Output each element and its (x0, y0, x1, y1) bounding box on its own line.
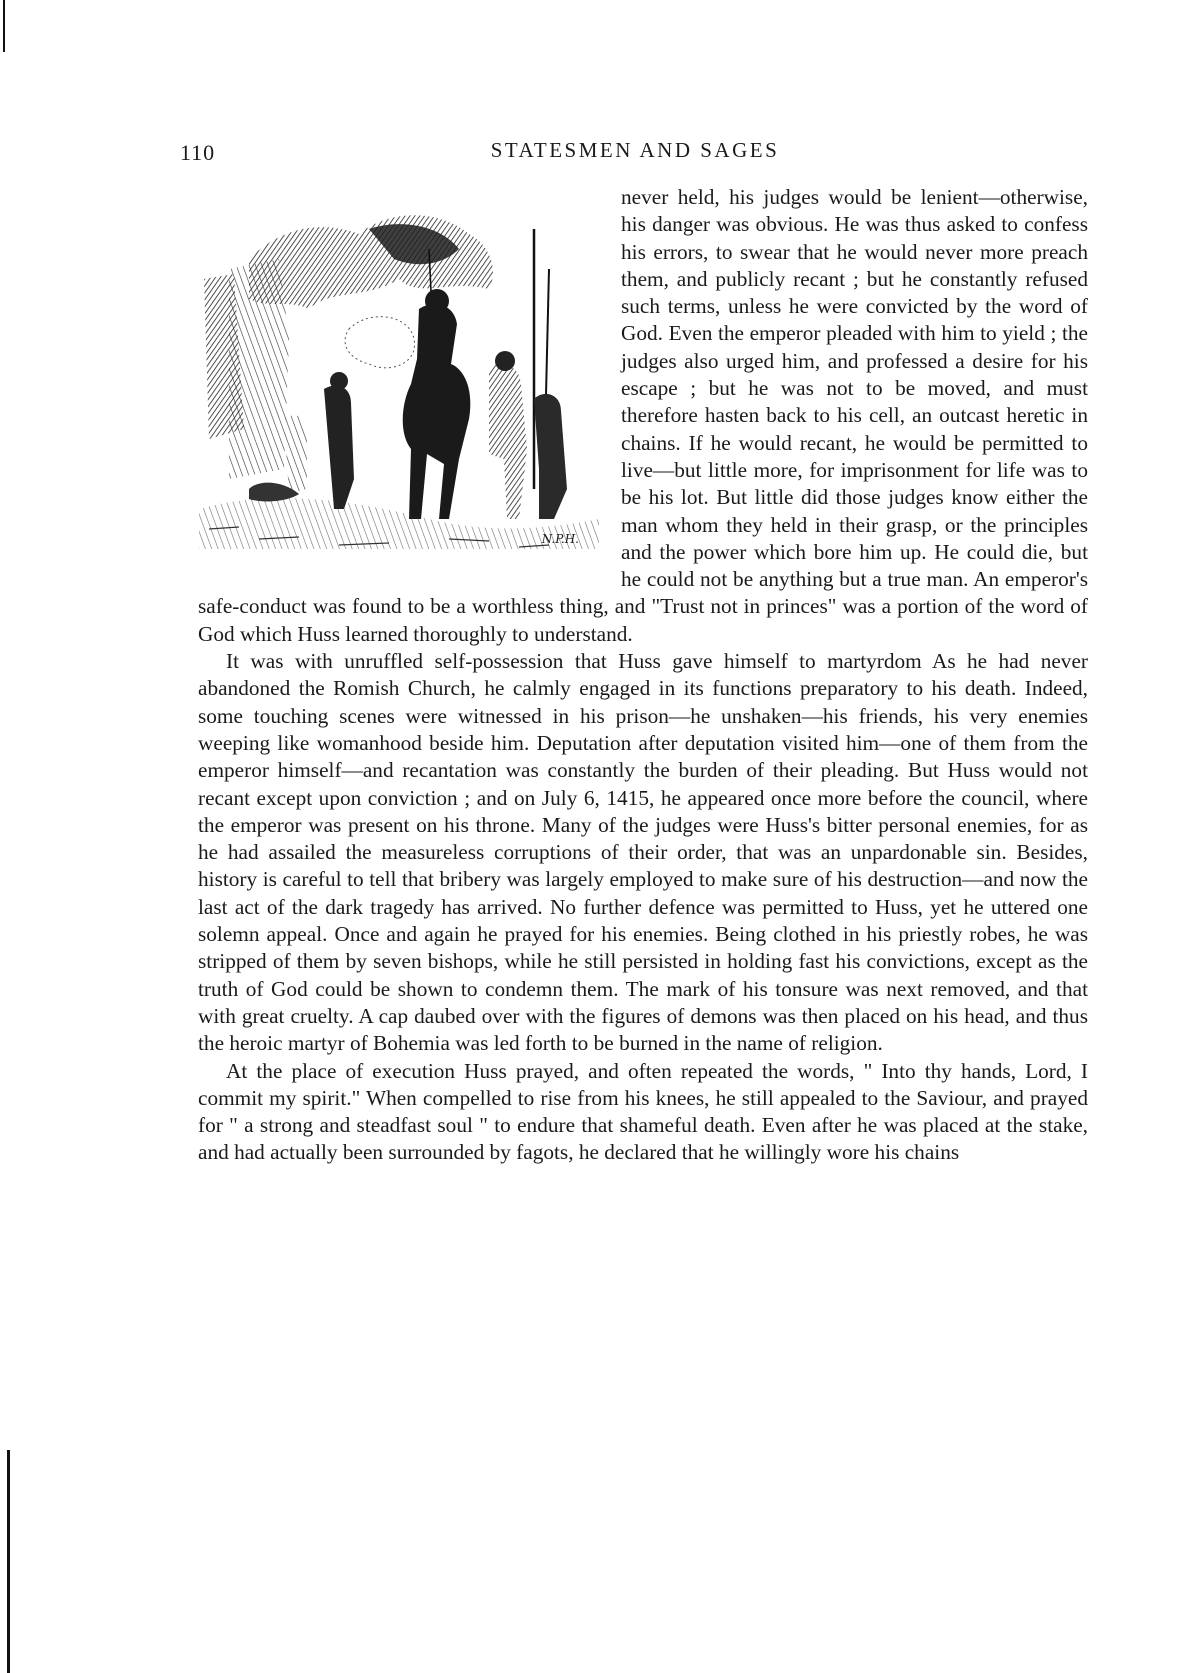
paragraph: It was with unruffled self-possession that Huss gave himself to martyrdom As he had never abandoned the Romish Church, he calmly engaged in its functions preparatory to his death. Indeed, some touching scenes were witnessed in his prison—he unshaken—his friends, his very enemies weeping like womanhood beside him. Deputation after deputation visited him—one of them from the emperor himself—and recantation was constantly the burden of their pleading. But Huss would not recant except upon conviction ; and on July 6, 1415, he appeared once more before the council, where the emperor was present on his throne. Many of the judges were Huss's bitter personal enemies, for as he had assailed the measureless corruptions of their order, that was an unpardonable sin. Besides, history is careful to tell that bribery was largely employed to make sure of his destruction—and now the last act of the dark tragedy has arrived. No further defence was permitted to Huss, yet he uttered one solemn appeal. Once and again he prayed for his enemies. Being clothed in his priestly robes, he was stripped of them by seven bishops, while he still persisted in holding fast his convictions, except as the truth of God could be shown to condemn them. The mark of his tonsure was next removed, and that with great cruelty. A cap daubed over with the figures of demons was then placed on his head, and thus the heroic martyr of Bohemia was led forth to be burned in the name of religion. (198, 649, 1088, 1056)
paragraph-text: never held, his judges would be lenient—otherwise, his danger was obvious. He was thus asked to confess his errors, to swear that he would never more preach them, and publicly recant ; but he constantly refused such terms, unless he were convicted by the word of God. Even the emperor pleaded with him to yield ; the judges also urged him, and professed a desire for his escape ; but he was not to be moved, and must therefore hasten back to his cell, an outcast heretic in chains. If he would recant, he would be permitted to live—but little more, for imprisonment for life was to be his lot. But little did those judges know either the man whom they held in their grasp, or the principles and the power which bore him up. He could die, but he could not be anything but a true man. An emperor's safe-conduct was found to be a worthless thing, and "Trust not in princes" was a portion of the word of God which Huss learned thoroughly to understand. (198, 185, 1088, 646)
illustration (189, 189, 607, 567)
engraving-icon (189, 189, 607, 567)
scan-edge-mark-bottom (7, 1450, 10, 1673)
paragraph: At the place of execution Huss prayed, and often repeated the words, " Into thy hands, Lord, I commit my spirit." When compelled to rise from his knees, he still appealed to the Saviour, and prayed for " a strong and steadfast soul " to endure that shameful death. Even after he was placed at the stake, and had actually been surrounded by fagots, he declared that he willingly wore his chains (198, 1058, 1088, 1165)
page-header (180, 138, 1090, 178)
page-body (198, 184, 1088, 1167)
running-head: STATESMEN AND SAGES (490, 138, 780, 162)
illustration-signature: N.P.H. (541, 531, 579, 546)
scan-edge-mark-top (3, 0, 5, 52)
page-number: 110 (180, 140, 216, 165)
paragraph (198, 184, 1088, 648)
